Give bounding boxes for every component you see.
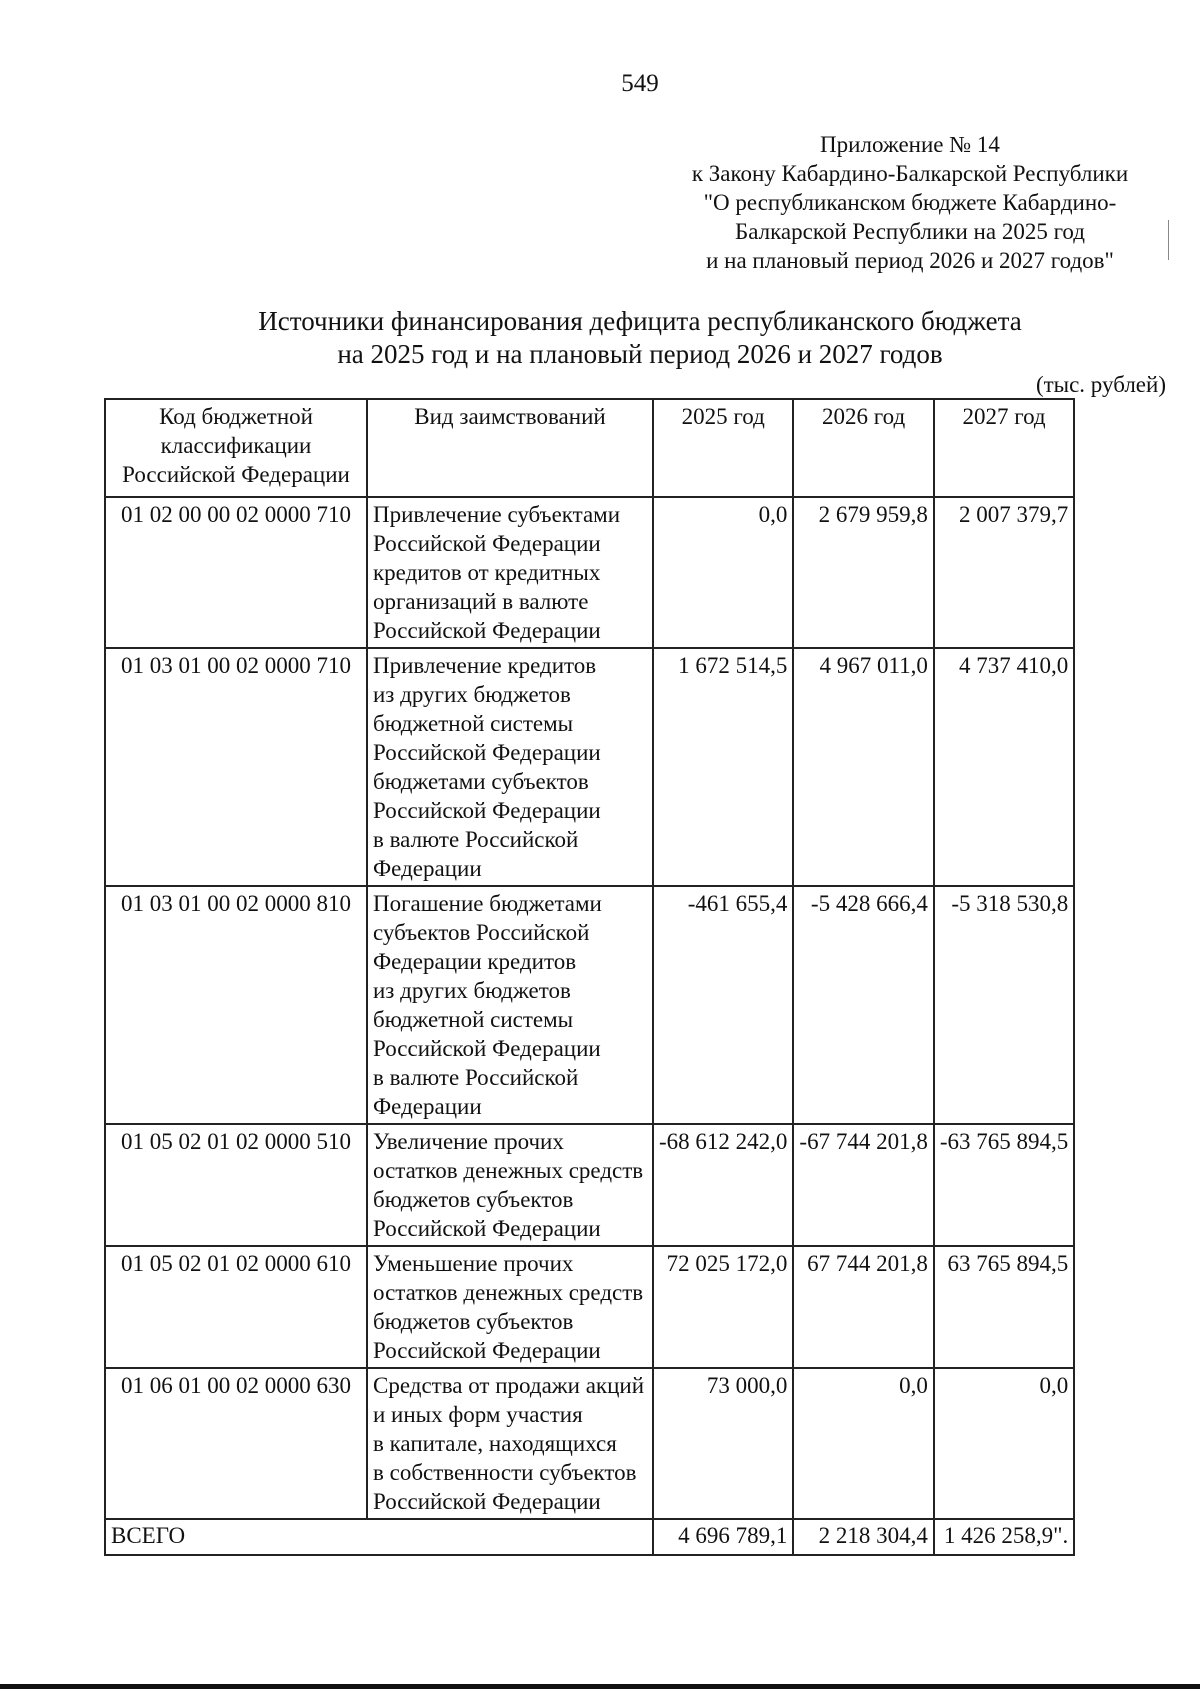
annex-header: [650, 130, 1170, 275]
table-row: [105, 497, 1074, 648]
row-value-2027: -5 318 530,8: [934, 886, 1074, 1124]
table-row: [105, 1368, 1074, 1519]
row-value-2025: -461 655,4: [653, 886, 793, 1124]
page-number: 549: [621, 70, 659, 97]
row-value-2025: -68 612 242,0: [653, 1124, 793, 1246]
scan-mark: [1168, 220, 1169, 260]
table-row: [105, 1246, 1074, 1368]
row-value-2027: 0,0: [934, 1368, 1074, 1519]
row-value-2025: 72 025 172,0: [653, 1246, 793, 1368]
total-value-2026: 2 218 304,4: [793, 1519, 933, 1555]
header-code: Код бюджетной классификации Российской Федерации: [105, 399, 367, 497]
row-kind: Погашение бюджетами субъектов Российской Федерации кредитов из других бюджетов бюджетной системы Российской Федерации в валюте Российской Федерации: [367, 886, 653, 1124]
row-value-2026: -67 744 201,8: [793, 1124, 933, 1246]
title-line-2: на 2025 год и на плановый период 2026 и 2027 годов: [337, 339, 943, 369]
table-row: [105, 1124, 1074, 1246]
row-kind: Увеличение прочих остатков денежных средств бюджетов субъектов Российской Федерации: [367, 1124, 653, 1246]
row-kind: Привлечение кредитов из других бюджетов бюджетной системы Российской Федерации бюджетами субъектов Российской Федерации в валюте Российской Федерации: [367, 648, 653, 886]
annex-line: к Закону Кабардино-Балкарской Республики: [691, 161, 1129, 186]
annex-line: "О республиканском бюджете Кабардино-: [703, 190, 1117, 215]
total-label: ВСЕГО: [105, 1519, 653, 1555]
row-value-2025: 0,0: [653, 497, 793, 648]
row-kind: Средства от продажи акций и иных форм участия в капитале, находящихся в собственности субъектов Российской Федерации: [367, 1368, 653, 1519]
header-2026: 2026 год: [793, 399, 933, 497]
table-header-row: [105, 399, 1074, 497]
row-value-2026: -5 428 666,4: [793, 886, 933, 1124]
title-line-1: Источники финансирования дефицита республиканского бюджета: [258, 306, 1022, 336]
row-code: 01 03 01 00 02 0000 710: [105, 648, 367, 886]
row-value-2027: 4 737 410,0: [934, 648, 1074, 886]
scan-bottom-edge: [0, 1684, 1200, 1689]
header-2027: 2027 год: [934, 399, 1074, 497]
row-kind: Привлечение субъектами Российской Федерации кредитов от кредитных организаций в валюте Российской Федерации: [367, 497, 653, 648]
units-label: (тыс. рублей): [1035, 372, 1166, 397]
row-value-2027: 63 765 894,5: [934, 1246, 1074, 1368]
table-row: [105, 648, 1074, 886]
header-kind: Вид заимствований: [367, 399, 653, 497]
row-code: 01 05 02 01 02 0000 510: [105, 1124, 367, 1246]
row-code: 01 06 01 00 02 0000 630: [105, 1368, 367, 1519]
table-row: [105, 886, 1074, 1124]
row-value-2025: 73 000,0: [653, 1368, 793, 1519]
row-value-2027: -63 765 894,5: [934, 1124, 1074, 1246]
annex-line: Балкарской Республики на 2025 год: [735, 219, 1085, 244]
row-value-2026: 2 679 959,8: [793, 497, 933, 648]
document-title: [150, 305, 1130, 371]
row-code: 01 02 00 00 02 0000 710: [105, 497, 367, 648]
row-value-2026: 0,0: [793, 1368, 933, 1519]
total-value-2025: 4 696 789,1: [653, 1519, 793, 1555]
row-kind: Уменьшение прочих остатков денежных средств бюджетов субъектов Российской Федерации: [367, 1246, 653, 1368]
row-code: 01 03 01 00 02 0000 810: [105, 886, 367, 1124]
row-code: 01 05 02 01 02 0000 610: [105, 1246, 367, 1368]
budget-table: [104, 398, 1075, 1556]
row-value-2026: 67 744 201,8: [793, 1246, 933, 1368]
total-value-2027: 1 426 258,9".: [934, 1519, 1074, 1555]
row-value-2026: 4 967 011,0: [793, 648, 933, 886]
row-value-2025: 1 672 514,5: [653, 648, 793, 886]
annex-line: и на плановый период 2026 и 2027 годов": [706, 248, 1114, 273]
annex-line: Приложение № 14: [820, 132, 1000, 157]
total-row: [105, 1519, 1074, 1555]
row-value-2027: 2 007 379,7: [934, 497, 1074, 648]
header-2025: 2025 год: [653, 399, 793, 497]
